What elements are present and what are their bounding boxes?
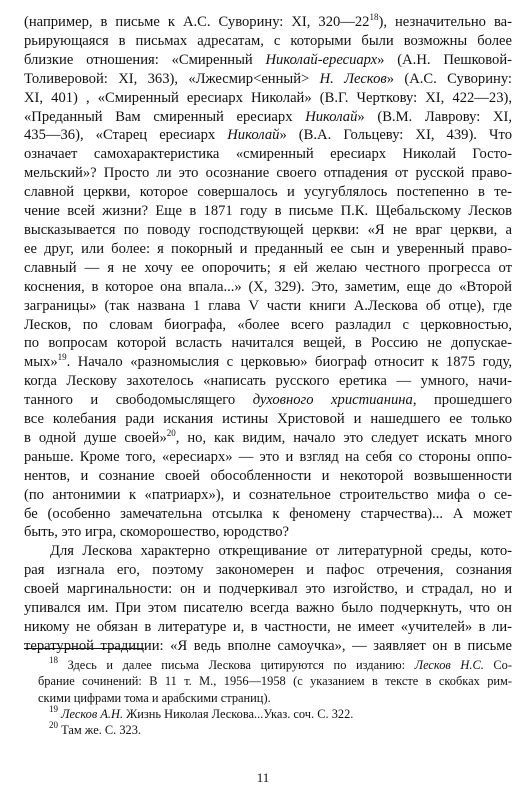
text-line bbox=[24, 657, 512, 673]
text-run: нентов, и сознание своей обособленности и некоторой возвышенности bbox=[24, 467, 512, 484]
text-line bbox=[24, 467, 512, 486]
text-line bbox=[24, 164, 512, 183]
text-line bbox=[24, 561, 512, 580]
footnote-marker: 18 bbox=[369, 12, 379, 22]
text-run: Для Лескова характерно открещивание от литературной среды, кото- bbox=[50, 543, 512, 560]
text-run: Там же. С. 323. bbox=[58, 723, 142, 738]
text-line bbox=[24, 32, 512, 51]
text-run: Толиверовой: XI, 363), «Лжесмир<енный> bbox=[24, 70, 320, 87]
text-run: мых» bbox=[24, 354, 58, 371]
footnotes-block bbox=[24, 657, 512, 738]
text-run: » (В.М. Лаврову: XI, bbox=[357, 108, 512, 125]
text-line bbox=[24, 486, 512, 505]
footnote-marker: 20 bbox=[49, 720, 58, 731]
text-run: скими цифрами тома и арабскими страниц). bbox=[38, 690, 271, 705]
text-line bbox=[24, 240, 512, 259]
footnote bbox=[24, 703, 512, 722]
text-run: высказывается по поводу господствующей церкви: «Я не враг церкви, а bbox=[24, 221, 512, 238]
text-line bbox=[24, 297, 512, 316]
italic-text: Николай bbox=[227, 127, 280, 144]
footnote-marker: 19 bbox=[49, 703, 58, 714]
text-run: танного и свободомыслящего bbox=[24, 392, 253, 409]
footnote-marker: 19 bbox=[57, 352, 67, 363]
text-line bbox=[24, 126, 512, 145]
text-run: «Преданный Вам смиренный ересиарх bbox=[24, 108, 306, 125]
text-run: славный — я не хочу ее опорочить; я ей желаю честного прогресса от bbox=[24, 259, 512, 276]
main-text-block bbox=[24, 13, 512, 656]
text-run: Здесь и далее письма Лескова цитируются по изданию: bbox=[58, 658, 415, 672]
italic-text: духовного христианина bbox=[252, 392, 413, 409]
text-line bbox=[24, 221, 512, 240]
text-line bbox=[24, 637, 512, 656]
text-run: » (В.А. Гольцеву: XI, 439). Что bbox=[279, 127, 512, 144]
text-run: » (А.Н. Пешковой- bbox=[377, 51, 512, 68]
text-run: когда Лескову захотелось «написать русского еретика — умного, начи- bbox=[24, 373, 512, 390]
text-run: рьирующаяся в письмах адресатам, с которыми были возможны более bbox=[24, 32, 512, 49]
text-run: раньше. Кроме того, «ересиарх» — это и взгляд на себя со стороны оппо- bbox=[24, 448, 512, 465]
text-run: 435—36), «Старец ересиарх bbox=[24, 127, 228, 144]
text-line bbox=[24, 108, 512, 127]
text-run: (по антонимии к «патриарх»), и сознательное строительство мифа о се- bbox=[24, 486, 512, 503]
text-run: заграницы» (так названа 1 глава V части книги А.Лескова об отце), где bbox=[24, 297, 512, 314]
text-line bbox=[24, 673, 512, 689]
text-line bbox=[24, 372, 512, 391]
text-line bbox=[24, 183, 512, 202]
text-run: означает самохарактеристика «смиренный ересиарх Николай Госто- bbox=[24, 146, 512, 163]
page-number: 11 bbox=[256, 770, 270, 785]
text-run: (например, в письме к А.С. Суворину: XI, 320—22 bbox=[24, 14, 370, 30]
text-run: . Начало «разномыслия с церковью» биограф относит к 1875 году, bbox=[66, 354, 512, 371]
text-line bbox=[24, 334, 512, 353]
text-run: своей маргинальности: он и подчеркивал это изгойство, и страдал, но и bbox=[24, 581, 512, 598]
text-line bbox=[24, 70, 512, 89]
text-line bbox=[24, 722, 512, 738]
text-line bbox=[24, 145, 512, 164]
text-line bbox=[24, 618, 512, 637]
text-run: » (А.С. Суворину: bbox=[386, 70, 512, 87]
text-run: никому не обязан в литературе и, в частности, не имеет «учителей» в ли- bbox=[24, 619, 512, 635]
text-line bbox=[24, 353, 512, 372]
text-run: тературной традиции: «Я ведь вполне самоучка», — заявляет он в письме bbox=[24, 637, 512, 654]
text-run: , но, как видим, начало это следует искать много bbox=[175, 429, 512, 446]
text-line bbox=[24, 13, 512, 32]
text-run: рая изгнала его, поэтому закономерен и пафос отречения, сознания bbox=[24, 562, 512, 579]
italic-text: Лесков А.Н. bbox=[61, 706, 124, 721]
text-line bbox=[24, 599, 512, 618]
text-line bbox=[24, 448, 512, 467]
text-run: коснения, в которое она впала...» (X, 329). Это, заметим, еще до «Второй bbox=[24, 278, 512, 295]
text-line bbox=[24, 316, 512, 335]
text-line bbox=[24, 202, 512, 221]
text-run: Со- bbox=[483, 658, 513, 672]
text-run: мельский»? Просто ли это осознание своего отпадения от русской право- bbox=[24, 165, 512, 182]
footnote bbox=[24, 657, 512, 706]
text-run: упивался им. При этом писателю всегда важно было подчеркнуть, что он bbox=[24, 600, 512, 617]
text-line bbox=[24, 542, 512, 561]
text-line bbox=[24, 580, 512, 599]
text-line bbox=[24, 51, 512, 70]
text-line bbox=[24, 690, 512, 706]
text-run: в одной душе своей» bbox=[24, 429, 167, 446]
text-line bbox=[24, 278, 512, 297]
text-run: близкие отношения: «Смиренный bbox=[24, 51, 266, 68]
italic-text: Николай bbox=[305, 108, 358, 125]
text-run: ее друг, или более: я покорный и преданный ее сын и уверенный право- bbox=[24, 240, 512, 257]
text-line bbox=[24, 523, 512, 542]
text-line bbox=[24, 410, 512, 429]
text-run: славной церкви, которое совершалось и усугублялось постепенно в те- bbox=[24, 184, 512, 201]
text-run: Жизнь Николая Лескова...Указ. соч. С. 322. bbox=[123, 706, 354, 721]
text-run: ), незначительно ва- bbox=[378, 14, 513, 30]
italic-text: Николай-ересиарх bbox=[265, 51, 378, 68]
text-line bbox=[24, 259, 512, 278]
italic-text: Лесков Н.С. bbox=[414, 658, 484, 672]
footnote bbox=[24, 722, 512, 738]
text-run: чение всей жизни? Еще в 1871 году в письме П.К. Щебальскому Лесков bbox=[24, 203, 512, 220]
text-run: XI, 401) , «Смиренный ересиарх Николай» (В.Г. Черткову: XI, 422—23), bbox=[24, 89, 512, 106]
footnote-marker: 18 bbox=[49, 655, 58, 665]
text-line bbox=[24, 703, 512, 722]
text-run: брание сочинений: В 11 т. М., 1956—1958 (с указанием в тексте в скобках рим- bbox=[38, 674, 512, 689]
footnote-divider bbox=[24, 648, 144, 649]
text-line bbox=[24, 89, 512, 108]
text-run: по вопросам которой всласть начитался вещей, в Россию не допускае- bbox=[24, 335, 512, 352]
text-run: быть, это игра, скоморошество, юродство? bbox=[24, 524, 290, 541]
text-run: бе (особенно замечательна отсылка к феномену старчества)... А может bbox=[24, 505, 512, 522]
italic-text: Н. Лесков bbox=[319, 70, 387, 87]
text-run: , прошедшего bbox=[412, 392, 512, 409]
text-line bbox=[24, 429, 512, 448]
text-line bbox=[24, 505, 512, 524]
footnote-marker: 20 bbox=[166, 427, 176, 438]
text-run: все колебания ради искания истины Христовой и нашедшего ее только bbox=[24, 411, 512, 428]
text-line bbox=[24, 391, 512, 410]
text-run: Лесков, по словам биографа, «более всего разладил с церковностью, bbox=[24, 316, 512, 333]
